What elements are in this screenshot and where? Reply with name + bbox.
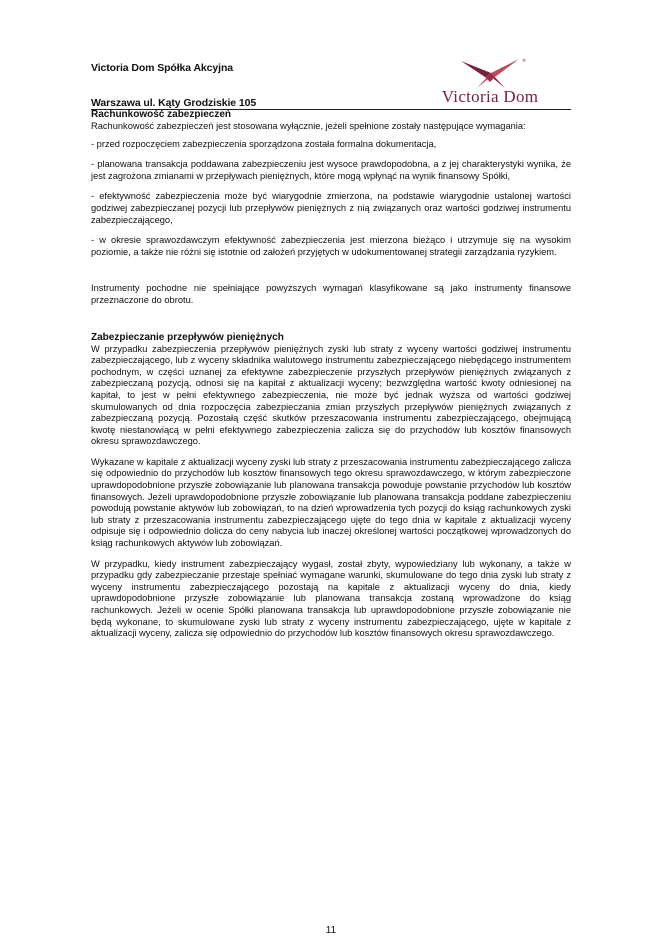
paragraph: W przypadku zabezpieczenia przepływów pieniężnych zyski lub straty z wyceny wartości godziwej instrumentu zabezpieczającego, lub z wyceny składnika walutowego instrumentu zabezpieczającego niebędącego instrumentem pochodnym, w części uznanej za efektywne zabezpieczenie przyszłych przepływów pieniężnych związanych z zabezpieczaną pozycją, odnosi się na kapitał z aktualizacji wyceny; bezwzględna wartość kwoty odniesionej na kapitał, to jest w pełni efektywnego zabezpieczenia, nie może być jednak wyższa od wartości godziwej skumulowanych od dnia rozpoczęcia zabezpieczania zmian przyszłych przepływów pieniężnych związanych z zabezpieczaną pozycją. Pozostałą część skutków przeszacowania instrumentu zabezpieczającego, obejmującą kwotę niestanowiącą w pełni efektywnego zabezpieczenia zalicza się do przychodów lub kosztów finansowych okresu sprawozdawczego. bbox=[91, 343, 571, 447]
list-item: - efektywność zabezpieczenia może być wiarygodnie zmierzona, na podstawie wiarygodnie ustalonej wartości godziwej zabezpieczanej pozycji lub przepływów pieniężnych z nią związanych oraz wartości godziwej instrumentu zabezpieczającego, bbox=[91, 191, 571, 225]
company-name: Victoria Dom Spółka Akcyjna bbox=[91, 62, 234, 74]
paragraph: Rachunkowość zabezpieczeń jest stosowana wyłącznie, jeżeli spełnione zostały następujące wymagania: bbox=[91, 121, 526, 131]
page-number: 11 bbox=[325, 925, 337, 936]
svg-text:®: ® bbox=[522, 58, 526, 63]
paragraph: Wykazane w kapitale z aktualizacji wyceny zyski lub straty z przeszacowania instrumentu zabezpieczającego zalicza się odpowiednio do przychodów lub kosztów finansowych tego okresu sprawozdawczego, w którym zabezpieczone uprawdopodobnione przyszłe zobowiązanie lub planowana transakcja powoduje powstanie przychodów lub kosztów finansowych. Jeżeli uprawdopodobnione przyszłe zobowiązanie lub planowana transakcja poddane zabezpieczeniu powodują powstanie aktywów lub zobowiązań, to na dzień wprowadzenia tych pozycji do ksiąg rachunkowych zyski lub straty z przeszacowania instrumentu zabezpieczającego ujęte do tego dnia w kapitale z aktualizacji wyceny odpisuje się i odpowiednio dolicza do ceny nabycia lub inaczej określonej wartości początkowej wprowadzonych do ksiąg rachunkowych aktywów lub zobowiązań. bbox=[91, 456, 571, 549]
document-body bbox=[91, 109, 571, 640]
section-heading: Rachunkowość zabezpieczeń bbox=[91, 109, 232, 120]
section-heading: Zabezpieczanie przepływów pieniężnych bbox=[91, 331, 284, 343]
company-logo bbox=[425, 55, 555, 107]
list-item: - w okresie sprawozdawczym efektywność zabezpieczenia jest mierzona bieżąco i utrzymuje się na wysokim poziomie, a także nie różni się istotnie od założeń przyjętych w udokumentowanej strategii zarządzania ryzykiem. bbox=[91, 235, 571, 257]
logo-star-icon bbox=[425, 55, 555, 91]
list-item: - planowana transakcja poddawana zabezpieczeniu jest wysoce prawdopodobna, a z jej charakterystyki wynika, że jest zagrożona zmianami w przepływach pieniężnych, które mogą wpłynąć na wynik finansowy Spółki, bbox=[91, 159, 571, 181]
logo-text: Victoria Dom bbox=[441, 87, 539, 106]
company-address: Warszawa ul. Kąty Grodziskie 105 bbox=[91, 97, 257, 109]
list-item: - przed rozpoczęciem zabezpieczenia sporządzona została formalna dokumentacja, bbox=[91, 138, 437, 149]
paragraph: Instrumenty pochodne nie spełniające powyższych wymagań klasyfikowane są jako instrumenty finansowe przeznaczone do obrotu. bbox=[91, 283, 571, 305]
paragraph: W przypadku, kiedy instrument zabezpieczający wygasł, został zbyty, wypowiedziany lub wykonany, a także w przypadku gdy zabezpieczanie przestaje spełniać wymagane warunki, skumulowane do tego dnia zyski lub straty z wyceny instrumentu zabezpieczającego pozostają na kapitale z aktualizacji wyceny do dnia, kiedy uprawdopodobnione przyszłe zobowiązanie lub planowana transakcja zostaną wprowadzone do ksiąg rachunkowych. Jeżeli w ocenie Spółki planowana transakcja lub uprawdopodobnione przyszłe zobowiązanie nie będą wykonane, to skumulowane zyski lub straty z wyceny instrumentu zabezpieczającego, ujęte w kapitale z aktualizacji wyceny, zalicza się odpowiednio do przychodów lub kosztów finansowych okresu sprawozdawczego. bbox=[91, 558, 571, 639]
